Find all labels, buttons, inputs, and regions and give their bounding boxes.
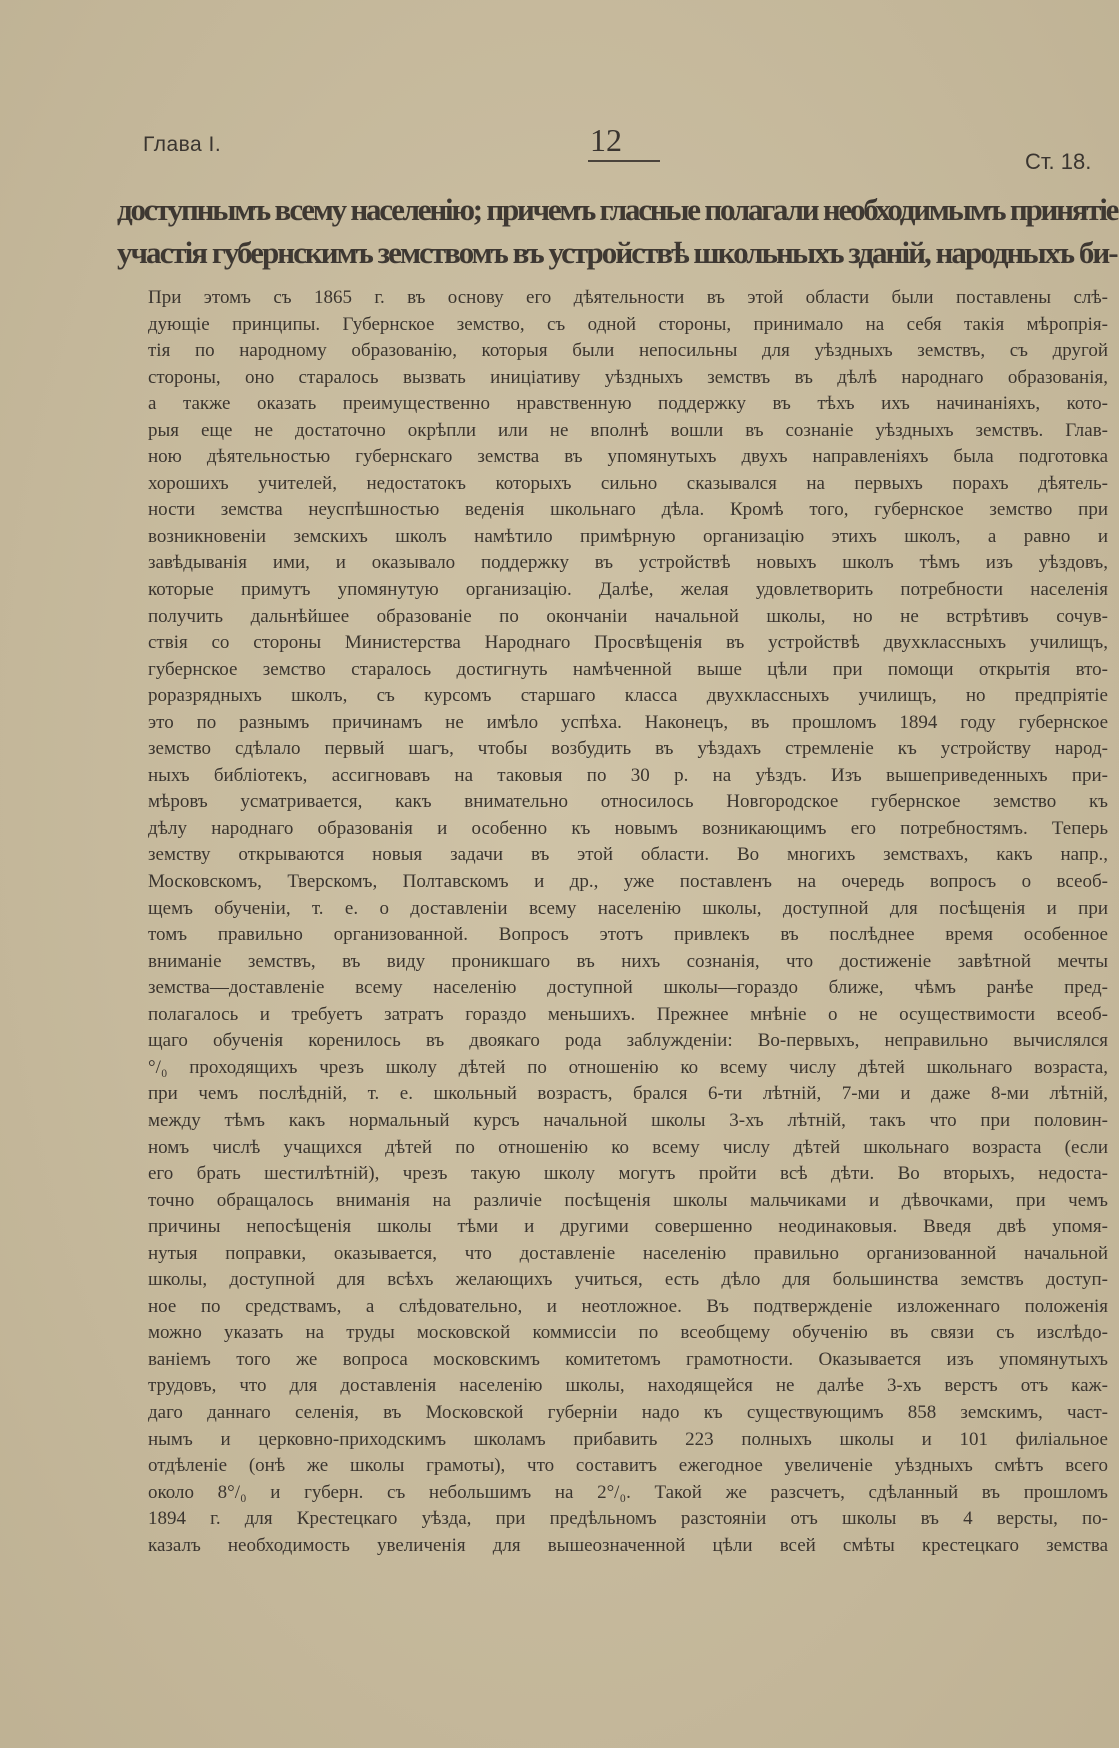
- chapter-heading: Глава I.: [143, 133, 222, 156]
- body-line: Московскомъ, Тверскомъ, Полтавскомъ и др., уже поставленъ на очередь вопросъ о всеоб-: [148, 871, 1108, 893]
- body-line: щемъ обученіи, т. е. о доставленіи всему населенію школы, доступной для посѣщенія и при: [148, 897, 1108, 919]
- body-line: нутыя поправки, оказывается, что доставленіе населенію правильно организованной начальной: [148, 1242, 1108, 1264]
- body-line: дующіе принципы. Губернское земство, съ одной стороны, принимало на себя такія мѣропрія-: [148, 313, 1108, 335]
- body-line: казалъ необходимость увеличенія для вышеозначенной цѣли всей смѣты крестецкаго земства: [148, 1534, 1108, 1556]
- body-line: тія по народному образованію, которыя были непосильны для уѣздныхъ земствъ, съ другой: [148, 340, 1108, 362]
- body-line: между тѣмъ какъ нормальный курсъ начальной школы 3-хъ лѣтній, такъ что при половин-: [148, 1109, 1108, 1131]
- body-line: ности земства неуспѣшностью веденія школьнаго дѣла. Кромѣ того, губернское земство при: [148, 499, 1108, 521]
- body-line: мѣровъ усматривается, какъ внимательно относилось Новгородское губернское земство къ: [148, 791, 1108, 813]
- body-line: получить дальнѣйшее образованіе по окончаніи начальной школы, но не встрѣтивъ сочув-: [148, 605, 1108, 627]
- column-number: Ст. 18.: [1025, 149, 1092, 174]
- body-line: 1894 г. для Крестецкаго уѣзда, при предѣльномъ разстояніи отъ школы въ 4 версты, по-: [148, 1508, 1108, 1530]
- body-line: точно обращалось вниманія на различіе посѣщенія школы мальчиками и дѣвочками, при чемъ: [148, 1189, 1108, 1211]
- body-line: завѣдыванія ими, и оказывало поддержку въ устройствѣ новыхъ школъ тѣмъ изъ уѣздовъ,: [148, 552, 1108, 574]
- lead-line: участія губернскимъ земствомъ въ устройствѣ школьныхъ зданій, народныхъ би-: [117, 235, 1117, 270]
- body-line: хорошихъ учителей, недостатокъ которыхъ сильно сказывался на первыхъ порахъ дѣятель-: [148, 472, 1108, 494]
- body-line: ваніемъ того же вопроса московскимъ комитетомъ грамотности. Оказывается изъ упомянутыхъ: [148, 1348, 1108, 1370]
- body-line: его брать шестилѣтній), чрезъ такую школу могутъ пройти всѣ дѣти. Во вторыхъ, недоста-: [148, 1163, 1108, 1185]
- body-line: около 8°/₀ и губерн. съ небольшимъ на 2°/₀. Такой же разсчетъ, сдѣланный въ прошломъ: [148, 1481, 1108, 1503]
- body-line: томъ правильно организованной. Вопросъ этотъ привлекъ въ послѣднее время особенное: [148, 924, 1108, 946]
- body-line: которые примутъ упомянутую организацію. Далѣе, желая удовлетворить потребности населенія: [148, 579, 1108, 601]
- body-line: ною дѣятельностью губернскаго земства въ упомянутыхъ двухъ направленіяхъ была подготовка: [148, 446, 1108, 468]
- body-line: нымъ и церковно-приходскимъ школамъ прибавить 223 полныхъ школы и 101 филіальное: [148, 1428, 1108, 1450]
- body-line: при чемъ послѣдній, т. е. школьный возрастъ, брался 6-ти лѣтній, 7-ми и даже 8-ми лѣтній,: [148, 1083, 1108, 1105]
- body-line: вниманіе земствъ, въ виду проникшаго въ нихъ сознанія, что достиженіе завѣтной мечты: [148, 950, 1108, 972]
- body-paragraph: [148, 285, 1108, 1559]
- page-number-rule: [588, 160, 660, 162]
- body-line: возникновеніи земскихъ школъ намѣтило примѣрную организацію этихъ школъ, а равно и: [148, 525, 1108, 547]
- body-line: школы, доступной для всѣхъ желающихъ учиться, есть дѣло для большинства земствъ доступ-: [148, 1269, 1108, 1291]
- body-line: ное по средствамъ, а слѣдовательно, и неотложное. Въ подтвержденіе изложеннаго положенія: [148, 1295, 1108, 1317]
- body-line: а также оказать преимущественно нравственную поддержку въ тѣхъ ихъ начинаніяхъ, кото-: [148, 393, 1108, 415]
- page-number: 12: [590, 122, 622, 158]
- body-line: полагалось и требуетъ затратъ гораздо меньшихъ. Прежнее мнѣніе о не осуществимости всеоб-: [148, 1003, 1108, 1025]
- body-line: роразрядныхъ школъ, съ курсомъ старшаго класса двухклассныхъ училищъ, но предпріятіе: [148, 685, 1108, 707]
- body-line: губернское земство старалось достигнуть намѣченной выше цѣли при помощи открытія вто-: [148, 658, 1108, 680]
- body-line: ствія со стороны Министерства Народнаго Просвѣщенія въ устройствѣ двухклассныхъ училищъ,: [148, 632, 1108, 654]
- body-line: трудовъ, что для доставленія населенію школы, находящейся не далѣе 3-хъ верстъ отъ каж-: [148, 1375, 1108, 1397]
- body-line: земству открываются новыя задачи въ этой области. Во многихъ земствахъ, какъ напр.,: [148, 844, 1108, 866]
- body-line: рыя еще не достаточно окрѣпли или не вполнѣ вошли въ сознаніе уѣздныхъ земствъ. Глав-: [148, 419, 1108, 441]
- body-line: земства—доставленіе всему населенію доступной школы—гораздо ближе, чѣмъ ранѣе пред-: [148, 977, 1108, 999]
- body-line: можно указать на труды московской коммиссіи по всеобщему обученію въ связи съ изслѣдо-: [148, 1322, 1108, 1344]
- body-line: ныхъ библіотекъ, ассигновавъ на таковыя по 30 р. на уѣздъ. Изъ вышеприведенныхъ при-: [148, 764, 1108, 786]
- lead-line: доступнымъ всему населенію; причемъ гласные полагали необходимымъ принятіе: [117, 192, 1118, 227]
- lead-paragraph: [117, 188, 1119, 274]
- body-line: даго даннаго селенія, въ Московской губерніи надо къ существующимъ 858 земскимъ, част-: [148, 1401, 1108, 1423]
- body-line: °/₀ проходящихъ чрезъ школу дѣтей по отношенію ко всему числу дѣтей школьнаго возраста,: [148, 1056, 1108, 1078]
- body-line: При этомъ съ 1865 г. въ основу его дѣятельности въ этой области были поставлены слѣ-: [148, 287, 1108, 308]
- body-line: отдѣленіе (онѣ же школы грамоты), что составитъ ежегодное увеличеніе уѣздныхъ смѣтъ всего: [148, 1455, 1108, 1477]
- body-line: причины непосѣщенія школы тѣми и другими совершенно неодинаковыя. Введя двѣ упомя-: [148, 1216, 1108, 1238]
- body-line: щаго обученія коренилось въ двоякаго рода заблужденіи: Во-первыхъ, неправильно вычислялся: [148, 1030, 1108, 1052]
- body-line: дѣлу народнаго образованія и особенно къ новымъ возникающимъ его потребностямъ. Теперь: [148, 817, 1108, 839]
- body-line: земство сдѣлало первый шагъ, чтобы возбудить въ уѣздахъ стремленіе къ устройству народ-: [148, 738, 1108, 760]
- body-line: это по разнымъ причинамъ не имѣло успѣха. Наконецъ, въ прошломъ 1894 году губернское: [148, 711, 1108, 733]
- body-line: стороны, оно старалось вызвать иниціативу уѣздныхъ земствъ въ дѣлѣ народнаго образованія,: [148, 366, 1108, 388]
- body-line: номъ числѣ учащихся дѣтей по отношенію ко всему числу дѣтей школьнаго возраста (если: [148, 1136, 1108, 1158]
